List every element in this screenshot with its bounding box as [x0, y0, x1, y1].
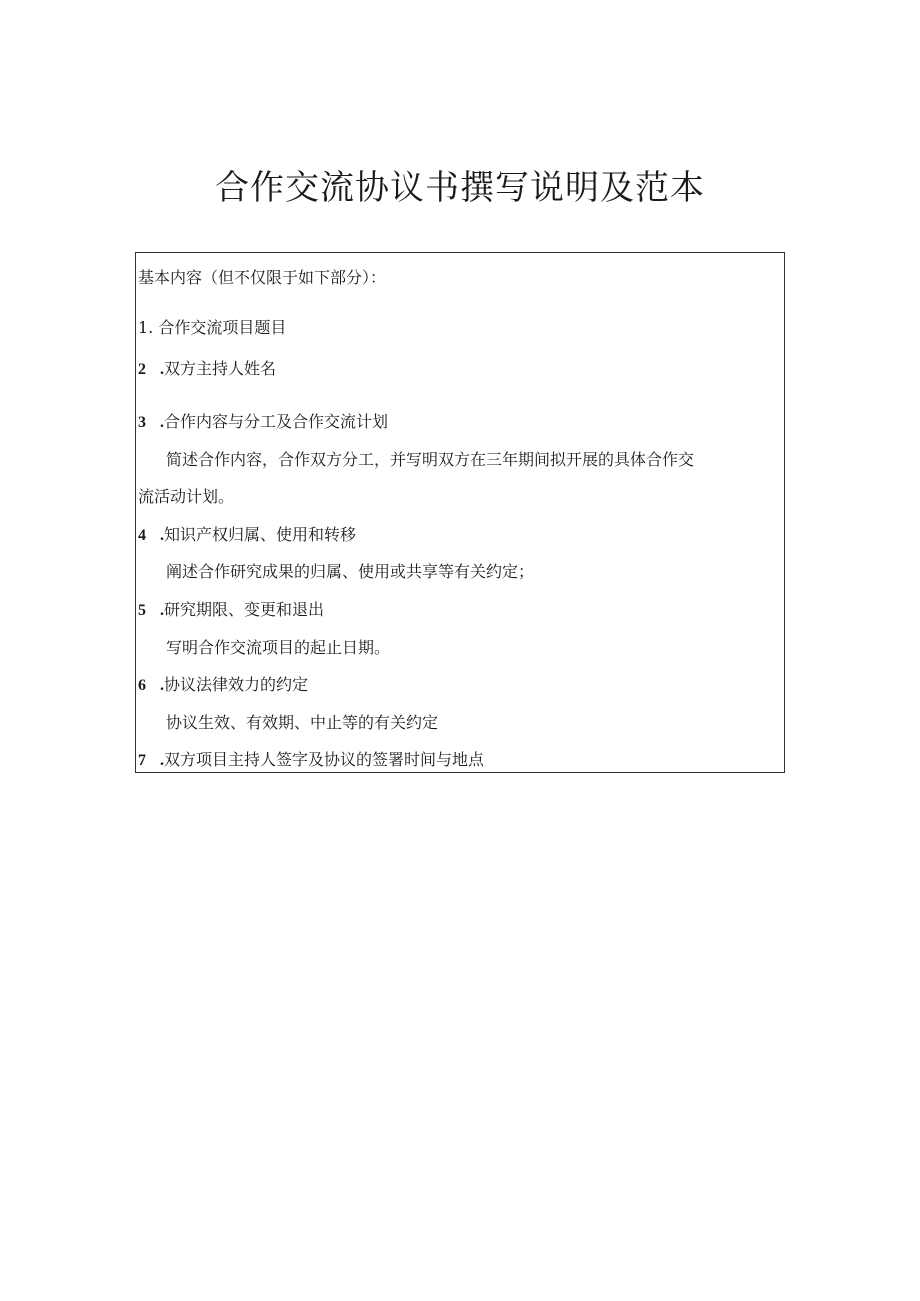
item-6-heading: 6 .协议法律效力的约定: [138, 675, 309, 694]
item-4-heading: 4 .知识产权归属、使用和转移: [138, 525, 357, 544]
item-3-number: 3: [138, 414, 146, 431]
item-1-heading: 1. 合作交流项目题目: [138, 318, 287, 337]
content-box: [135, 252, 785, 773]
item-6-description: 协议生效、有效期、中止等的有关约定: [166, 713, 439, 732]
document-title: 合作交流协议书撰写说明及范本: [215, 168, 705, 208]
item-3-heading: 3 .合作内容与分工及合作交流计划: [138, 412, 389, 431]
intro-text: 基本内容（但不仅限于如下部分）：: [138, 268, 387, 287]
item-5-heading: 5 .研究期限、变更和退出: [138, 600, 325, 619]
item-6-number: 6: [138, 677, 146, 694]
item-5-description: 写明合作交流项目的起止日期。: [166, 638, 391, 657]
item-2-number: 2: [138, 361, 146, 378]
item-2-heading: 2 .双方主持人姓名: [138, 359, 277, 378]
item-3-text: 合作内容与分工及合作交流计划: [164, 412, 389, 431]
item-7-number: 7: [138, 752, 146, 769]
item-5-text: 研究期限、变更和退出: [164, 600, 325, 619]
item-5-number: 5: [138, 602, 146, 619]
item-7-heading: 7 .双方项目主持人签字及协议的签署时间与地点: [138, 750, 485, 769]
item-4-number: 4: [138, 527, 146, 544]
item-6-text: 协议法律效力的约定: [164, 675, 309, 694]
item-3-description-line2: 流活动计划。: [138, 487, 235, 506]
item-3-description-line1: 简述合作内容，合作双方分工，并写明双方在三年期间拟开展的具体合作交: [166, 450, 695, 469]
item-2-text: 双方主持人姓名: [164, 359, 277, 378]
item-4-text: 知识产权归属、使用和转移: [164, 525, 357, 544]
item-7-text: 双方项目主持人签字及协议的签署时间与地点: [164, 750, 485, 769]
item-4-description: 阐述合作研究成果的归属、使用或共享等有关约定；: [166, 562, 535, 581]
